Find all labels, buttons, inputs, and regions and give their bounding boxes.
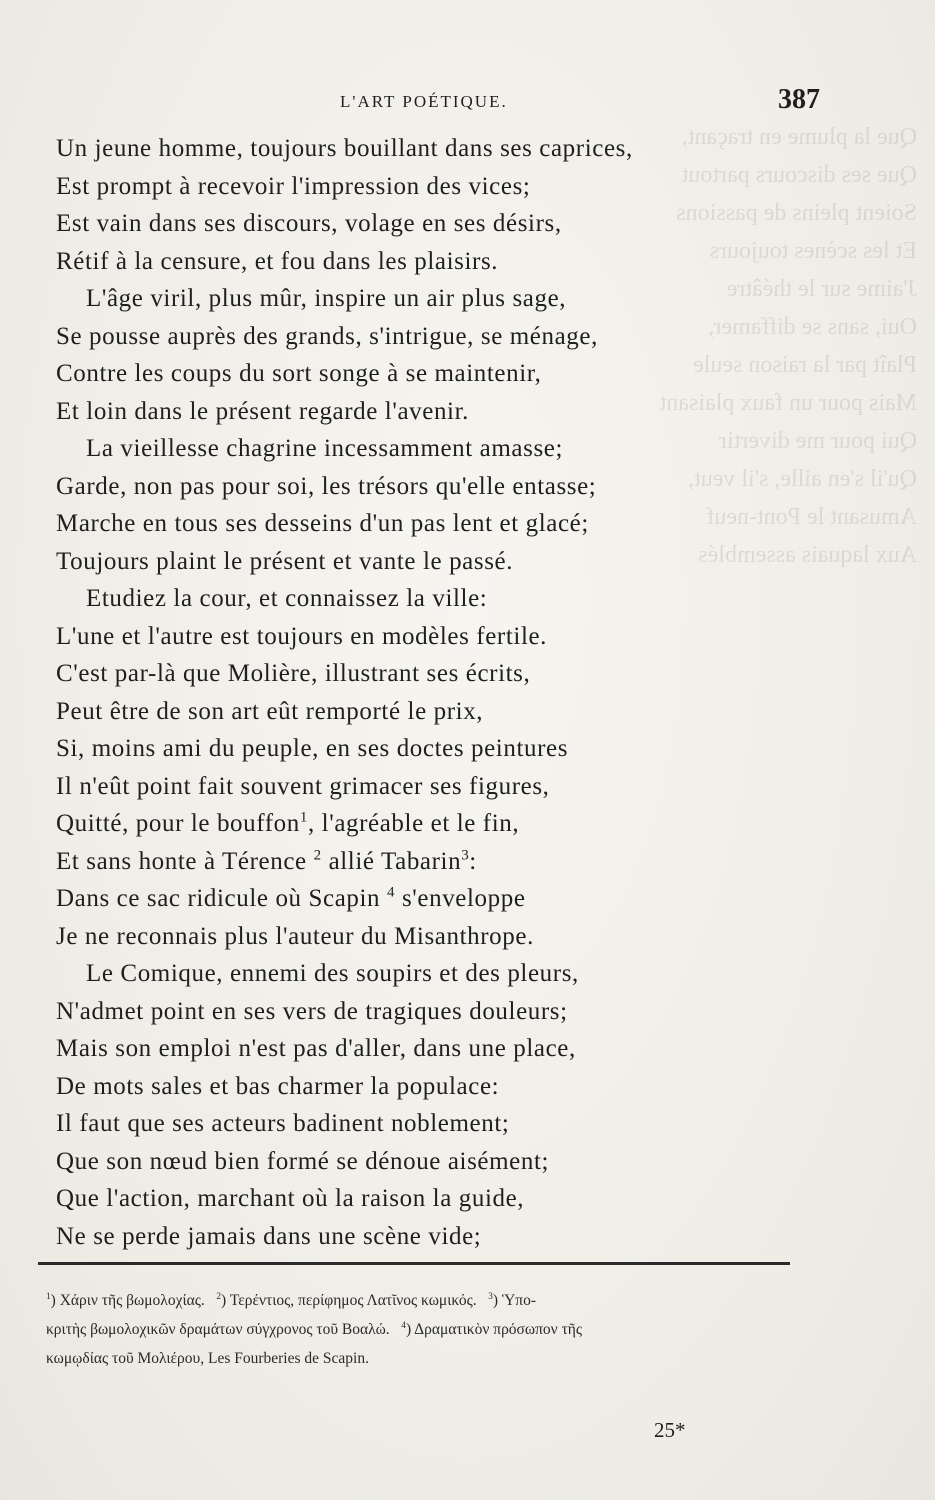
verse-line: Ne se perde jamais dans une scène vide; xyxy=(56,1222,482,1250)
bleed-line: Et les scènes toujours xyxy=(709,238,917,264)
verse-line: Peut être de son art eût remporté le prix, xyxy=(56,697,484,725)
verse-segment: Quitté, pour le bouffon xyxy=(56,810,300,837)
verse-line: Rétif à la censure, et fou dans les plaisirs. xyxy=(56,247,499,275)
footnote-rule xyxy=(38,1262,790,1265)
verse-line-with-note xyxy=(56,880,816,918)
verse-line: Et loin dans le présent regarde l'avenir. xyxy=(56,397,469,425)
verse-line: Mais son emploi n'est pas d'aller, dans une place, xyxy=(56,1035,576,1062)
note-mark-2: 2 xyxy=(313,847,322,864)
verse-segment: allié Tabarin xyxy=(321,847,462,875)
verse-line: C'est par-là que Molière, illustrant ses écrits, xyxy=(56,660,531,687)
footnote-mark: 4 xyxy=(401,1320,406,1331)
footnote-line: $^1$) Χάριν τῆς βωμολοχίας. $^2$) Τερέντιος, περίφημος Λατῖνος κωμικός. $^3$) Ὑπο- xyxy=(46,1291,537,1309)
verse-line-with-note xyxy=(56,843,816,881)
page-number: 387 xyxy=(778,84,820,115)
note-mark-4: 4 xyxy=(387,884,396,901)
bleed-line: Que ses discours partout xyxy=(681,162,917,188)
footnote-mark: 2 xyxy=(216,1291,222,1302)
verse-line: Je ne reconnais plus l'auteur du Misanthrope. xyxy=(56,922,534,950)
note-mark-1: 1 xyxy=(299,809,308,826)
verse-segment: Dans ce sac ridicule où Scapin xyxy=(56,885,381,912)
verse-line: N'admet point en ses vers de tragiques douleurs; xyxy=(56,997,568,1025)
bleed-line: J'aime sur le théâtre xyxy=(726,276,917,302)
verse-line-with-note xyxy=(56,805,816,843)
note-mark-3: 3 xyxy=(461,847,470,864)
signature-mark: 25* xyxy=(654,1418,686,1442)
running-title: L'ART POÉTIQUE. xyxy=(340,92,508,111)
verse-line: Que son nœud bien formé se dénoue aisément; xyxy=(56,1147,550,1175)
page-header xyxy=(40,84,820,124)
verse-segment: : xyxy=(469,847,477,875)
verse-line: Garde, non pas pour soi, les trésors qu'elle entasse; xyxy=(56,472,597,500)
verse-line: Se pousse auprès des grands, s'intrigue, se ménage, xyxy=(56,322,598,350)
bleed-line: Amusant le Pont-neuf xyxy=(706,504,917,530)
footnote-3-end: κριτὴς βωμολοχικῶν δραμάτων σύγχρονος τοῦ Βοαλώ. xyxy=(46,1321,390,1338)
verse-line: Toujours plaint le présent et vante le passé. xyxy=(56,547,514,575)
footnote-mark: 1 xyxy=(46,1291,51,1302)
footnote-line xyxy=(46,1344,806,1373)
verse-line: Est prompt à recevoir l'impression des vices; xyxy=(56,172,531,200)
verse-segment: , l'agréable et le fin, xyxy=(307,810,520,837)
footnote-4-end: κωμῳδίας τοῦ Μολιέρου, Les Fourberies de Scapin. xyxy=(46,1350,369,1367)
bleed-line: Qui pour me divertir xyxy=(719,428,917,454)
bleed-line: Oui, sans se diffamer, xyxy=(708,314,917,340)
bleed-line: Plaît par la raison seule xyxy=(693,352,917,378)
bleed-line: Qu'il s'en aille, s'il veut, xyxy=(688,466,917,492)
verse-line: Marche en tous ses desseins d'un pas lent et glacé; xyxy=(56,510,589,537)
verse-line: Si, moins ami du peuple, en ses doctes peintures xyxy=(56,735,569,762)
bleed-line: Soient pleins de passions xyxy=(676,200,917,226)
verse-line: L'une et l'autre est toujours en modèles fertile. xyxy=(56,622,548,650)
verse-line: Un jeune homme, toujours bouillant dans ses caprices, xyxy=(56,135,633,162)
footnote-1: Χάριν τῆς βωμολοχίας. xyxy=(59,1292,205,1309)
footnote-line: κριτὴς βωμολοχικῶν δραμάτων σύγχρονος τοῦ Βοαλώ. $^4$) Δραματικὸν πρόσωπον τῆς xyxy=(46,1320,583,1338)
bleed-line: Que la plume en traçant, xyxy=(681,124,917,150)
verse-segment: s'enveloppe xyxy=(395,885,526,912)
verse-text xyxy=(56,130,816,1255)
verse-line: Le Comique, ennemi des soupirs et des pleurs, xyxy=(86,960,579,987)
verse-line: Il n'eût point fait souvent grimacer ses figures, xyxy=(56,772,550,800)
footnote-3-start: Ὑπο- xyxy=(501,1292,537,1309)
verse-segment: Et sans honte à Térence xyxy=(56,847,307,875)
verse-line: Est vain dans ses discours, volage en ses désirs, xyxy=(56,210,562,237)
bleed-line: Mais pour un faux plaisant xyxy=(659,390,917,416)
footnote-4-start: Δραματικὸν πρόσωπον τῆς xyxy=(414,1321,583,1338)
verse-line: La vieillesse chagrine incessamment amasse; xyxy=(86,435,564,462)
verse-line: L'âge viril, plus mûr, inspire un air plus sage, xyxy=(86,285,567,312)
verse-line: Il faut que ses acteurs badinent noblement; xyxy=(56,1110,510,1137)
footnote-mark: 3 xyxy=(488,1291,493,1302)
verse-line: Que l'action, marchant où la raison la guide, xyxy=(56,1185,525,1212)
footnote-2: Τερέντιος, περίφημος Λατῖνος κωμικός. xyxy=(229,1292,477,1309)
footnotes xyxy=(46,1286,806,1373)
bleed-line: Aux laquais assemblés xyxy=(698,542,917,568)
verse-line: Contre les coups du sort songe à se maintenir, xyxy=(56,360,542,387)
verse-line: Etudiez la cour, et connaissez la ville: xyxy=(86,585,488,612)
verse-line: De mots sales et bas charmer la populace: xyxy=(56,1072,500,1100)
